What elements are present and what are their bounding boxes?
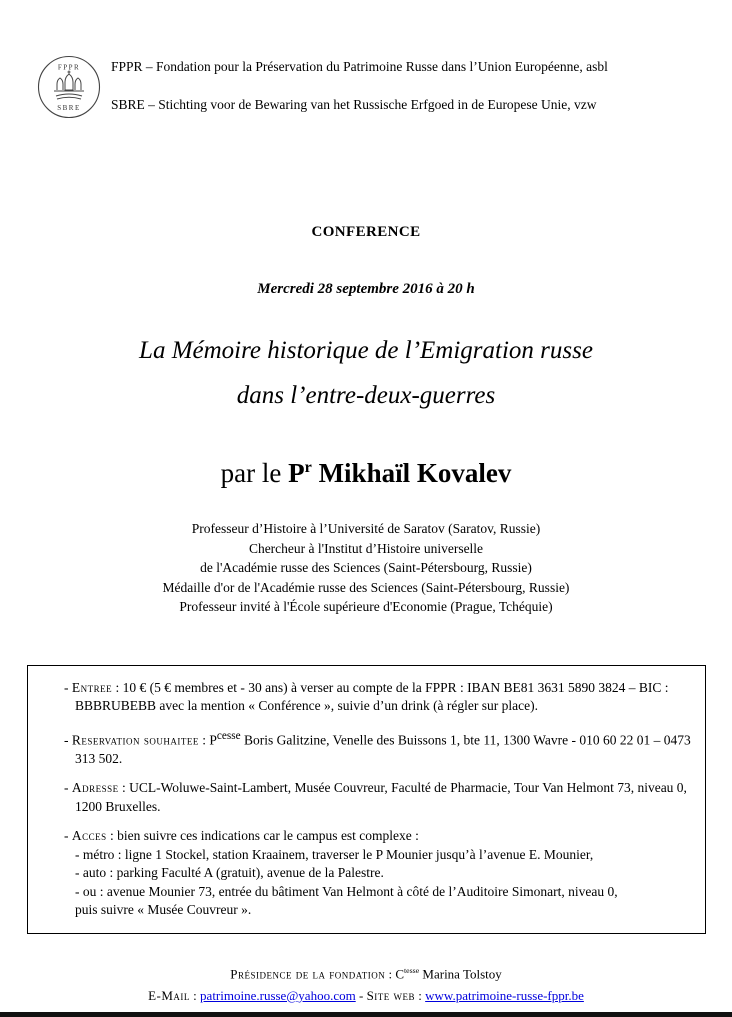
acces-suite-line: puis suivre « Musée Couvreur ».	[75, 902, 252, 917]
event-block	[0, 224, 732, 934]
item-dash: -	[64, 828, 72, 843]
credential-line-4: Médaille d'or de l'Académie russe des Sciences (Saint-Pétersbourg, Russie)	[162, 579, 570, 595]
speaker-line	[0, 458, 732, 489]
footer	[0, 960, 732, 1007]
reservation-label: Reservation souhaitee	[71, 732, 199, 747]
acces-item	[64, 827, 691, 920]
credential-line-2: Chercheur à l'Institut d’Histoire universelle	[248, 540, 484, 556]
reservation-pre: : P	[198, 732, 217, 747]
presidence-pre: : C	[385, 965, 404, 981]
speaker-title-sup: r	[304, 458, 312, 476]
scan-bottom-edge	[0, 1012, 732, 1017]
logo-bottom-text: SBRE	[57, 104, 81, 112]
website-link[interactable]: www.patrimoine-russe-fppr.be	[425, 987, 584, 1003]
item-dash: -	[64, 679, 72, 695]
acces-ou-line: - ou : avenue Mounier 73, entrée du bâtiment Van Helmont à côté de l’Auditoire Simonart, niveau 0,	[75, 883, 618, 899]
presidence-name: Marina Tolstoy	[419, 965, 502, 981]
acces-label: Acces	[71, 828, 107, 843]
practical-info-box	[27, 665, 706, 934]
logo-top-text: FPPR	[57, 63, 81, 72]
email-label: E-Mail	[148, 987, 190, 1003]
acces-intro	[64, 827, 691, 846]
adresse-text: : UCL-Woluwe-Saint-Lambert, Musée Couvreur, Faculté de Pharmacie, Tour Van Helmont 73, niveau 0, 1200 Bruxelles.	[75, 780, 687, 814]
speaker-intro: par le	[220, 458, 289, 488]
event-title-line1: La Mémoire historique de l’Emigration russe	[139, 337, 593, 364]
entree-item	[64, 679, 691, 716]
acces-auto-line: - auto : parking Faculté A (gratuit), avenue de la Palestre.	[75, 865, 384, 880]
acces-text: : bien suivre ces indications car le campus est complexe :	[106, 828, 419, 843]
email-sep: :	[189, 987, 201, 1003]
org-name-nl: SBRE – Stichting voor de Bewaring van het Russische Erfgoed in de Europese Unie, vzw	[111, 97, 597, 112]
credential-line-5: Professeur invité à l'École supérieure d'Economie (Prague, Tchéquie)	[179, 599, 553, 614]
item-dash: -	[64, 732, 72, 747]
conference-heading: CONFERENCE	[311, 224, 421, 240]
event-title	[0, 328, 732, 418]
reservation-text: Boris Galitzine, Venelle des Buissons 1, bte 11, 1300 Wavre - 010 60 22 01 – 0473 313 502.	[75, 732, 691, 766]
event-title-line2: dans l’entre-deux-guerres	[236, 382, 496, 409]
credential-line-3: de l'Académie russe des Sciences (Saint-Pétersbourg, Russie)	[200, 560, 532, 575]
site-sep: :	[415, 987, 426, 1003]
email-link[interactable]: patrimoine.russe@yahoo.com	[200, 987, 356, 1003]
comtesse-sup: tesse	[404, 965, 420, 975]
fppr-emblem-logo	[36, 54, 102, 120]
speaker-credentials	[0, 519, 732, 617]
site-label: Site web	[366, 987, 416, 1003]
reservation-item	[64, 727, 691, 769]
domes-icon	[54, 71, 84, 100]
presidence-line	[0, 960, 732, 985]
item-dash: -	[64, 780, 72, 795]
org-name-fr: FPPR – Fondation pour la Préservation du Patrimoine Russe dans l’Union Européenne, asbl	[111, 59, 608, 74]
entree-label: Entree	[71, 679, 113, 695]
speaker-title-abbrev: P	[288, 458, 305, 488]
credential-line-1: Professeur d’Histoire à l’Université de Saratov (Saratov, Russie)	[191, 521, 541, 536]
princesse-sup: cesse	[216, 729, 241, 742]
presidence-label: Présidence de la fondation	[230, 965, 386, 981]
contact-separator: -	[355, 987, 367, 1003]
contact-line	[0, 985, 732, 1007]
organization-names	[111, 54, 608, 113]
adresse-label: Adresse	[71, 780, 119, 795]
event-datetime: Mercredi 28 septembre 2016 à 20 h	[257, 281, 475, 297]
acces-metro-line: - métro : ligne 1 Stockel, station Kraainem, traverser le P Mounier jusqu’à l’avenue E. Mounier,	[75, 846, 594, 862]
speaker-name: Mikhaïl Kovalev	[311, 458, 512, 488]
header	[0, 0, 732, 120]
entree-text: : 10 € (5 € membres et - 30 ans) à verser au compte de la FPPR : IBAN BE81 3631 5890 3824 – BIC : BBBRUBEBB avec la mention « Conférence », suivie d’un drink (à régler sur place).	[75, 679, 669, 713]
adresse-item	[64, 779, 691, 816]
